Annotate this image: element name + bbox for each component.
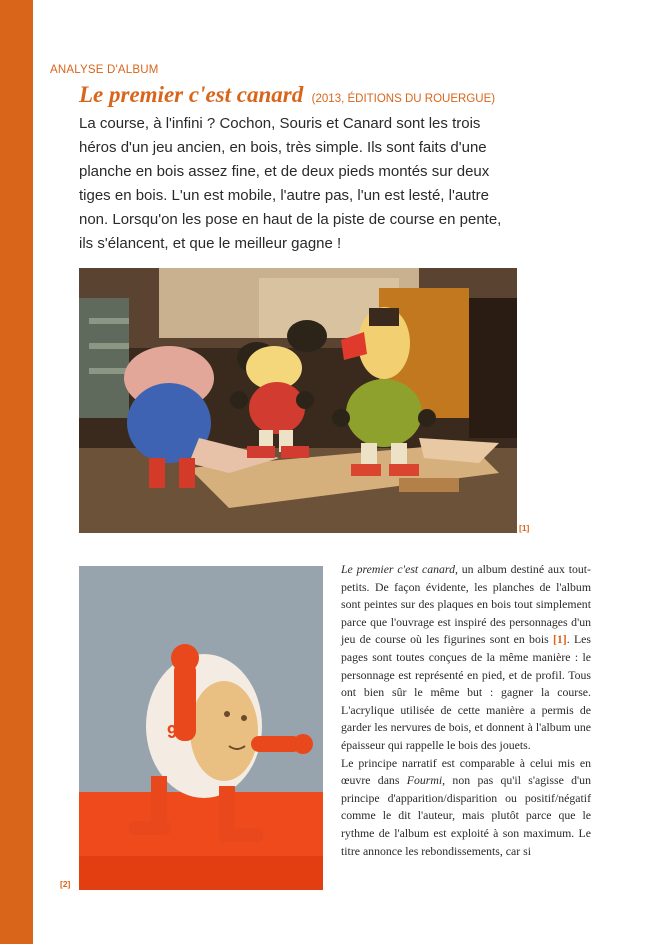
body-text: Le principe narratif est comparable à celui mis en œuvre dans [341, 755, 591, 788]
body-text: . Les pages sont toutes conçues de la même manière : le personnage est représenté en pied, et de profil. Tous ont bien sûr le même but : gagner la course. L'acrylique utilisée de cette manière a permis de garder les nervures de bois, et donnent à l'album une épaisseur qui rappelle le bois des jouets. [341, 632, 591, 752]
wooden-toys-photo [79, 268, 517, 533]
title-row [79, 82, 495, 108]
article-subtitle: (2013, ÉDITIONS DU ROUERGUE) [311, 93, 496, 105]
body-paragraph-2 [341, 755, 591, 861]
body-fourmi-title: Fourmi [406, 773, 443, 788]
figure-1-reference: [1] [552, 632, 567, 647]
body-column [341, 561, 591, 860]
svg-text:9: 9 [167, 722, 178, 742]
body-paragraph-1 [341, 561, 591, 755]
article-title: Le premier c'est canard [79, 82, 304, 107]
figure-2-caption: [2] [60, 879, 71, 889]
body-text: , un album destiné aux tout-petits. De façon évidente, les planches de l'album sont peintes sur des plaques en bois tout simplement parce que l'ouvrage est inspiré des personnages d'un jeu de course où les figurines sont en bois [341, 562, 591, 647]
body-album-title: Le premier c'est canard [341, 562, 455, 576]
body-text: , non pas qu'il s'agisse d'un principe d'apparition/disparition ou positif/négatif comme le dit l'auteur, mais plutôt parce que le rythme de l'album est exploité à son maximum. Le titre annonce les rebondissements, car si [341, 773, 591, 858]
side-color-band [0, 0, 33, 944]
figure-1-caption: [1] [519, 523, 530, 533]
album-illustration [79, 566, 323, 890]
section-kicker: ANALYSE D'ALBUM [50, 64, 159, 76]
intro-paragraph: La course, à l'infini ? Cochon, Souris et Canard sont les trois héros d'un jeu ancien, en bois, très simple. Ils sont faits d'une planche en bois assez fine, et de deux pieds montés sur deux tiges en bois. L'un est mobile, l'autre pas, l'un est lesté, l'autre non. Lorsqu'on les pose en haut de la piste de course en pente, ils s'élancent, et que le meilleur gagne ! [79, 115, 502, 252]
